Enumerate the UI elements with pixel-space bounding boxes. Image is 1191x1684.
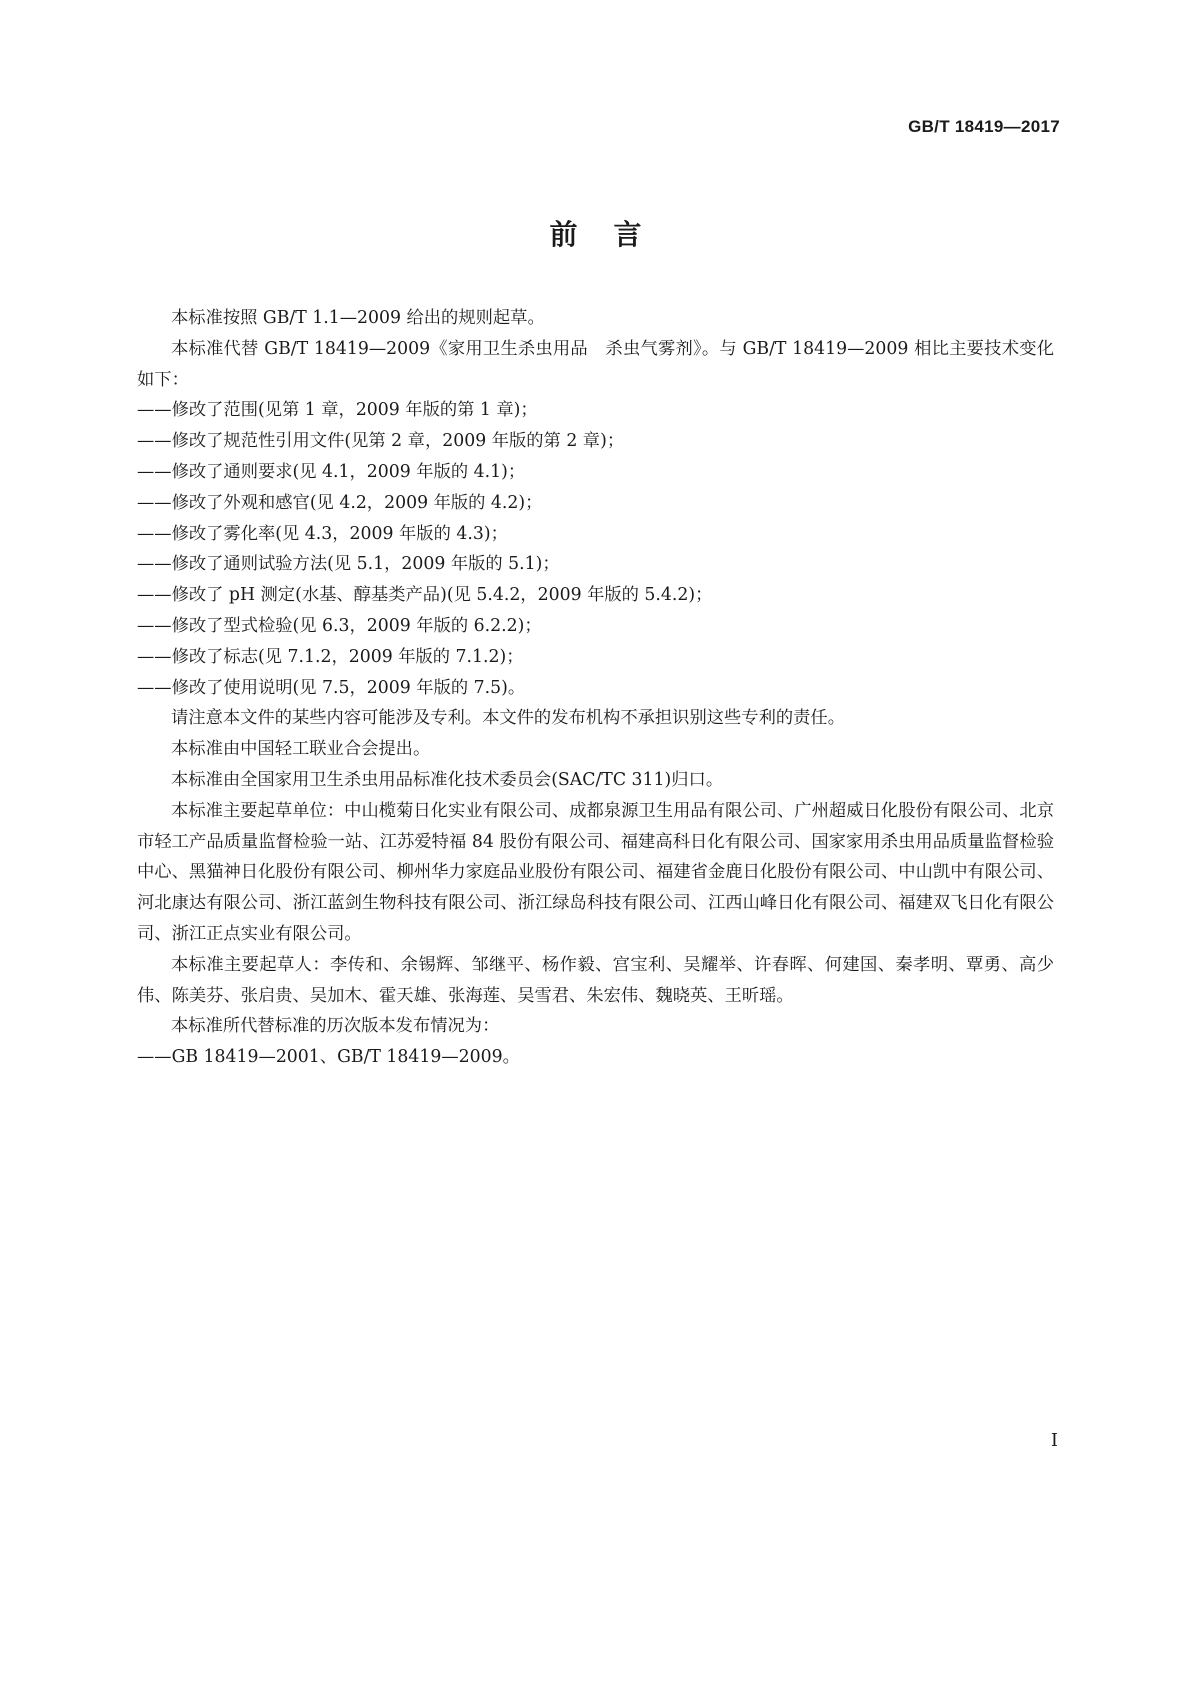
page-number: I: [1050, 1430, 1058, 1451]
paragraph-drafting-units: 本标准主要起草单位：中山榄菊日化实业有限公司、成都泉源卫生用品有限公司、广州超威日化股份有限公司、北京市轻工产品质量监督检验一站、江苏爱特福 84 股份有限公司、福建高科日化有限公司、国家家用杀虫用品质量监督检验中心、黑猫神日化股份有限公司、柳州华力家庭品业股份有限公司、福建省金鹿日化股份有限公司、中山凯中有限公司、河北康达有限公司、浙江蓝剑生物科技有限公司、浙江绿岛科技有限公司、江西山峰日化有限公司、福建双飞日化有限公司、浙江正点实业有限公司。: [137, 800, 1054, 944]
change-item: ——修改了使用说明(见 7.5，2009 年版的 7.5)。: [137, 677, 526, 698]
change-item: ——修改了通则要求(见 4.1，2009 年版的 4.1)；: [137, 461, 526, 482]
history-item: ——GB 18419—2001、GB/T 18419—2009。: [137, 1047, 520, 1068]
change-item: ——修改了 pH 测定(水基、醇基类产品)(见 5.4.2，2009 年版的 5.4.2)；: [137, 585, 713, 606]
paragraph-history-intro: 本标准所代替标准的历次版本发布情况为：: [171, 1016, 500, 1037]
paragraph-patent-notice: 请注意本文件的某些内容可能涉及专利。本文件的发布机构不承担识别这些专利的责任。: [171, 708, 845, 729]
paragraph-proposer: 本标准由中国轻工联业合会提出。: [171, 739, 431, 760]
page-title: 前言: [549, 218, 678, 251]
change-item: ——修改了规范性引用文件(见第 2 章，2009 年版的第 2 章)；: [137, 431, 625, 452]
foreword-body: [137, 303, 1054, 1073]
change-item: ——修改了标志(见 7.1.2，2009 年版的 7.1.2)；: [137, 646, 524, 667]
paragraph-replacement: 本标准代替 GB/T 18419—2009《家用卫生杀虫用品 杀虫气雾剂》。与 GB/T 18419—2009 相比主要技术变化如下：: [137, 338, 1054, 390]
change-item: ——修改了雾化率(见 4.3，2009 年版的 4.3)；: [137, 523, 508, 544]
paragraph-committee: 本标准由全国家用卫生杀虫用品标准化技术委员会(SAC/TC 311)归口。: [171, 769, 724, 790]
paragraph-drafting-rules: 本标准按照 GB/T 1.1—2009 给出的规则起草。: [171, 308, 545, 328]
change-item: ——修改了范围(见第 1 章，2009 年版的第 1 章)；: [137, 400, 538, 421]
paragraph-drafters: 本标准主要起草人：李传和、余锡辉、邹继平、杨作毅、宫宝利、吴耀举、许春晖、何建国、秦孝明、覃勇、高少伟、陈美芬、张启贵、吴加木、霍天雄、张海莲、吴雪君、朱宏伟、魏晓英、王昕瑶。: [137, 954, 1054, 1006]
change-item: ——修改了型式检验(见 6.3，2009 年版的 6.2.2)；: [137, 615, 542, 636]
change-item: ——修改了通则试验方法(见 5.1，2009 年版的 5.1)；: [137, 554, 560, 575]
change-item: ——修改了外观和感官(见 4.2，2009 年版的 4.2)；: [137, 492, 543, 513]
standard-code: GB/T 18419—2017: [908, 117, 1060, 136]
